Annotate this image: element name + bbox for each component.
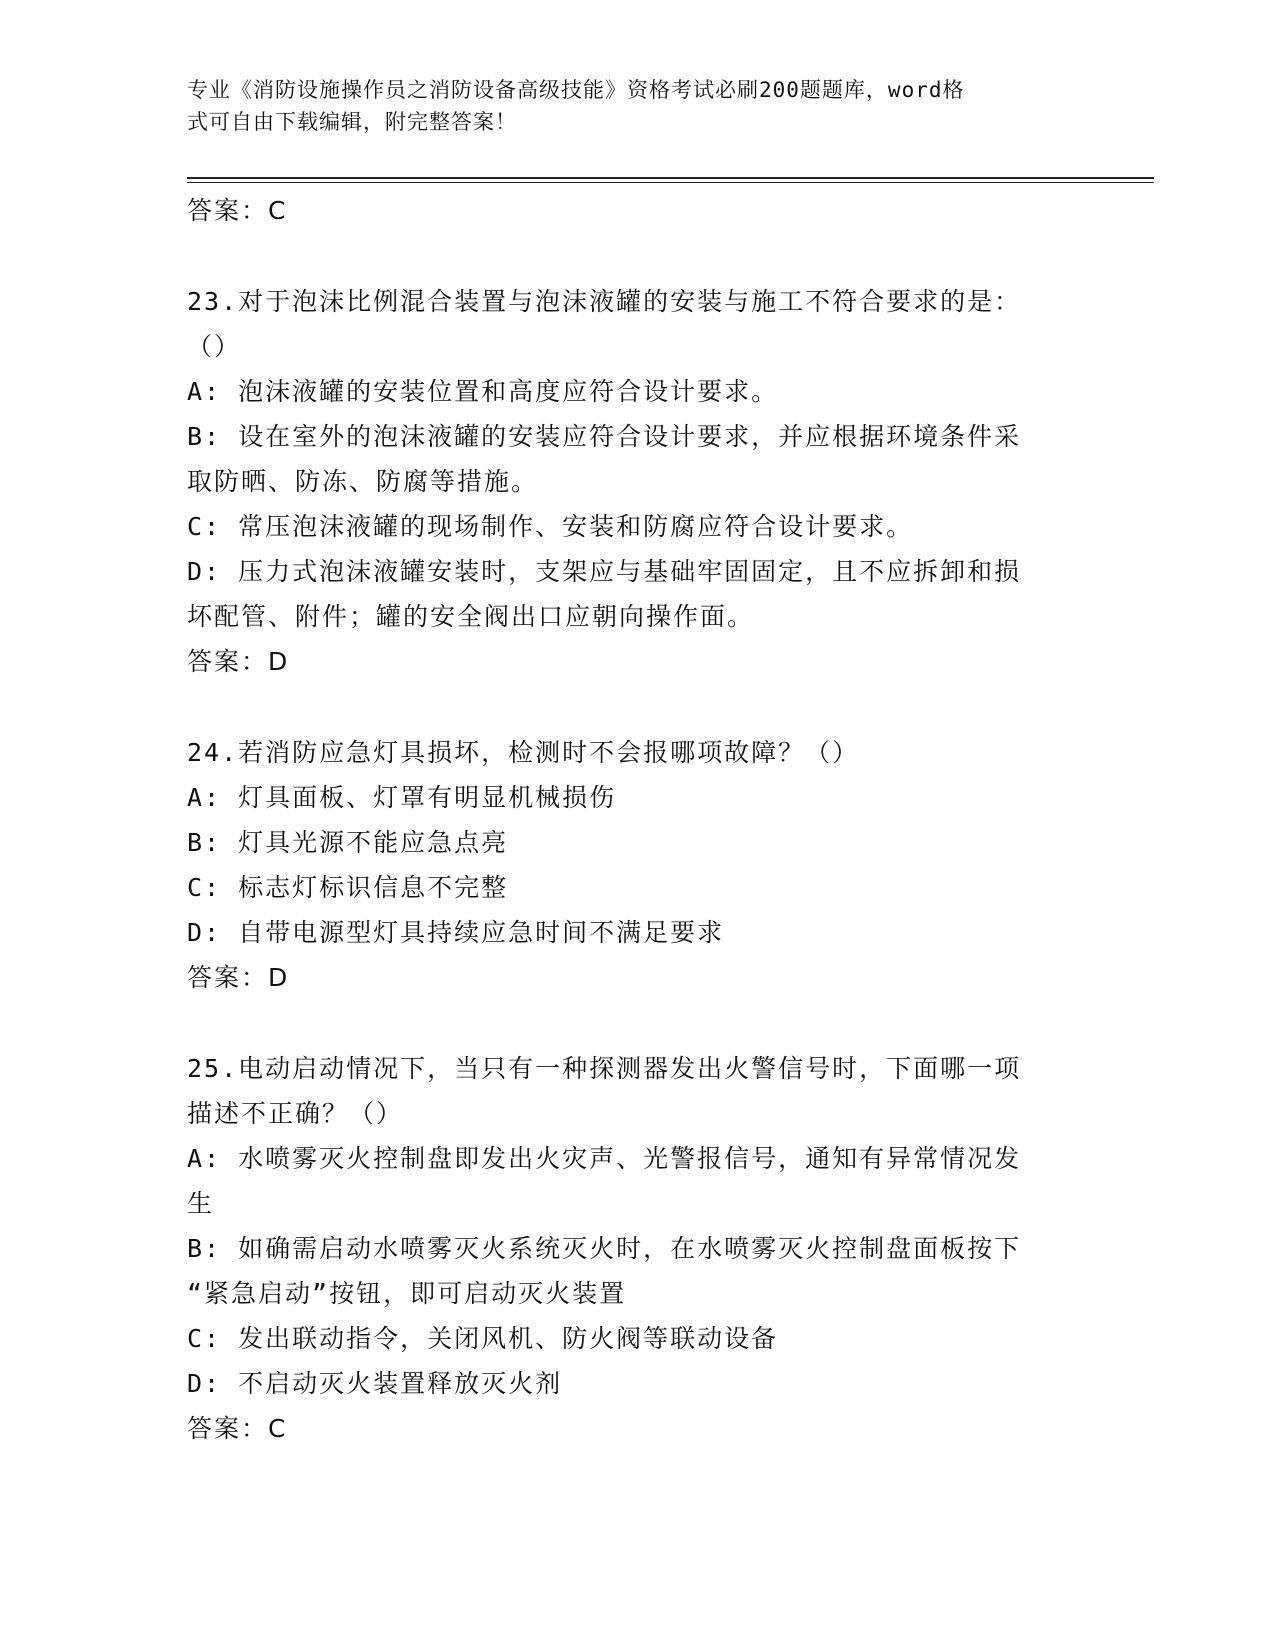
option-c: C: 标志灯标识信息不完整 bbox=[187, 873, 509, 902]
question-stem: 24.若消防应急灯具损坏，检测时不会报哪项故障？（） bbox=[187, 738, 860, 767]
option-c: C: 发出联动指令，关闭风机、防火阀等联动设备 bbox=[187, 1324, 779, 1353]
option-b: B: 灯具光源不能应急点亮 bbox=[187, 828, 509, 857]
spacer bbox=[187, 684, 1087, 730]
header-divider-thin bbox=[187, 182, 1154, 183]
question-block-24 bbox=[187, 730, 1087, 1000]
question-stem: 描述不正确？（） bbox=[187, 1099, 404, 1128]
option-b-continued: 取防晒、防冻、防腐等措施。 bbox=[187, 467, 539, 496]
question-stem: 25.电动启动情况下，当只有一种探测器发出火警信号时，下面哪一项 bbox=[187, 1054, 1022, 1083]
option-a-continued: 生 bbox=[187, 1189, 215, 1218]
question-stem: 23.对于泡沫比例混合装置与泡沫液罐的安装与施工不符合要求的是： bbox=[187, 287, 1022, 316]
spacer bbox=[187, 1000, 1087, 1046]
option-b: B: 如确需启动水喷雾灭火系统灭火时，在水喷雾灭火控制盘面板按下 bbox=[187, 1234, 1022, 1263]
header-divider-thick bbox=[187, 177, 1154, 179]
option-b: B: 设在室外的泡沫液罐的安装应符合设计要求，并应根据环境条件采 bbox=[187, 422, 1022, 451]
option-a: A: 灯具面板、灯罩有明显机械损伤 bbox=[187, 783, 617, 812]
option-a: A: 水喷雾灭火控制盘即发出火灾声、光警报信号，通知有异常情况发 bbox=[187, 1144, 1022, 1173]
page-header bbox=[187, 74, 1067, 138]
spacer bbox=[187, 233, 1087, 279]
answer: 答案：C bbox=[187, 1414, 288, 1443]
option-a: A: 泡沫液罐的安装位置和高度应符合设计要求。 bbox=[187, 377, 779, 406]
question-list bbox=[187, 188, 1087, 1451]
previous-answer: 答案：C bbox=[187, 196, 288, 225]
option-c: C: 常压泡沫液罐的现场制作、安装和防腐应符合设计要求。 bbox=[187, 512, 914, 541]
question-block-23 bbox=[187, 279, 1087, 684]
question-block-25 bbox=[187, 1046, 1087, 1451]
option-b-continued: “紧急启动”按钮，即可启动灭火装置 bbox=[187, 1279, 627, 1308]
answer: 答案：D bbox=[187, 963, 290, 992]
option-d: D: 不启动灭火装置释放灭火剂 bbox=[187, 1369, 563, 1398]
answer: 答案：D bbox=[187, 647, 290, 676]
header-line-1: 专业《消防设施操作员之消防设备高级技能》资格考试必刷200题题库，word格 bbox=[187, 78, 965, 102]
question-stem: （） bbox=[187, 332, 242, 361]
option-d: D: 压力式泡沫液罐安装时，支架应与基础牢固固定，且不应拆卸和损 bbox=[187, 557, 1022, 586]
option-d-continued: 坏配管、附件；罐的安全阀出口应朝向操作面。 bbox=[187, 602, 755, 631]
option-d: D: 自带电源型灯具持续应急时间不满足要求 bbox=[187, 918, 725, 947]
header-line-2: 式可自由下载编辑，附完整答案！ bbox=[187, 110, 517, 134]
